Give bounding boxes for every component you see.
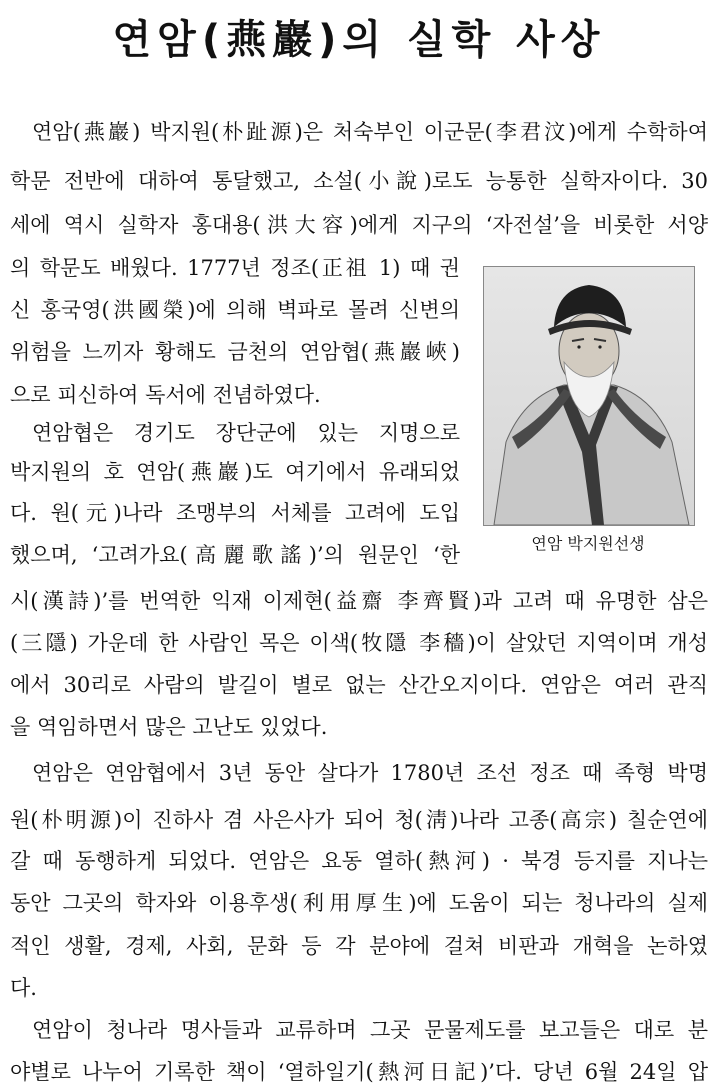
text-line: 의 학문도 배웠다. 1777년 정조(正祖 1) 때 권 <box>10 256 460 280</box>
portrait-drawing <box>484 267 694 525</box>
text-line: 신 홍국영(洪國榮)에 의해 벽파로 몰려 신변의 <box>10 298 460 322</box>
text-line: 동안 그곳의 학자와 이용후생(利用厚生)에 도움이 되는 청나라의 실제 <box>10 891 708 915</box>
text-line: 으로 피신하여 독서에 전념하였다. <box>10 383 321 407</box>
text-line: 시(漢詩)’를 번역한 익재 이제현(益齋 李齊賢)과 고려 때 유명한 삼은 <box>10 589 708 613</box>
text-line: 갈 때 동행하게 되었다. 연암은 요동 열하(熱河) · 북경 등지를 지나는 <box>10 849 708 873</box>
text-line: 연암은 연암협에서 3년 동안 살다가 1780년 조선 정조 때 족형 박명 <box>32 761 708 785</box>
text-line: 세에 역시 실학자 홍대용(洪大容)에게 지구의 ‘자전설’을 비롯한 서양 <box>10 213 708 237</box>
portrait-image <box>483 266 695 526</box>
page-title: 연암(燕巖)의 실학 사상 <box>112 17 606 63</box>
text-line: 연암협은 경기도 장단군에 있는 지명으로 <box>32 421 460 445</box>
text-line: 위험을 느끼자 황해도 금천의 연암협(燕巖峽) <box>10 340 460 364</box>
text-line: 박지원의 호 연암(燕巖)도 여기에서 유래되었 <box>10 460 460 484</box>
text-line: 원(朴明源)이 진하사 겸 사은사가 되어 청(淸)나라 고종(高宗) 칠순연에 <box>10 808 708 832</box>
figure-caption: 연암 박지원선생 <box>531 534 645 553</box>
text-line: 연암(燕巖) 박지원(朴趾源)은 처숙부인 이군문(李君汶)에게 수학하여 <box>32 120 708 144</box>
text-line: 학문 전반에 대하여 통달했고, 소설(小說)로도 능통한 실학자이다. 30 <box>10 169 708 193</box>
text-line: 연암이 청나라 명사들과 교류하며 그곳 문물제도를 보고들은 대로 분 <box>32 1018 708 1042</box>
text-line: 야별로 나누어 기록한 책이 ‘열하일기(熱河日記)’다. 당년 6월 24일 압 <box>10 1060 708 1084</box>
text-line: 적인 생활, 경제, 사회, 문화 등 각 분야에 걸쳐 비판과 개혁을 논하였 <box>10 934 708 958</box>
text-line: (三隱) 가운데 한 사람인 목은 이색(牧隱 李穡)이 살았던 지역이며 개성 <box>10 631 708 655</box>
text-line: 다. <box>10 976 37 1000</box>
text-line: 을 역임하면서 많은 고난도 있었다. <box>10 715 328 739</box>
text-line: 했으며, ‘고려가요(高麗歌謠)’의 원문인 ‘한 <box>10 543 460 567</box>
text-line: 에서 30리로 사람의 발길이 별로 없는 산간오지이다. 연암은 여러 관직 <box>10 673 708 697</box>
text-line: 다. 원(元)나라 조맹부의 서체를 고려에 도입 <box>10 501 460 525</box>
